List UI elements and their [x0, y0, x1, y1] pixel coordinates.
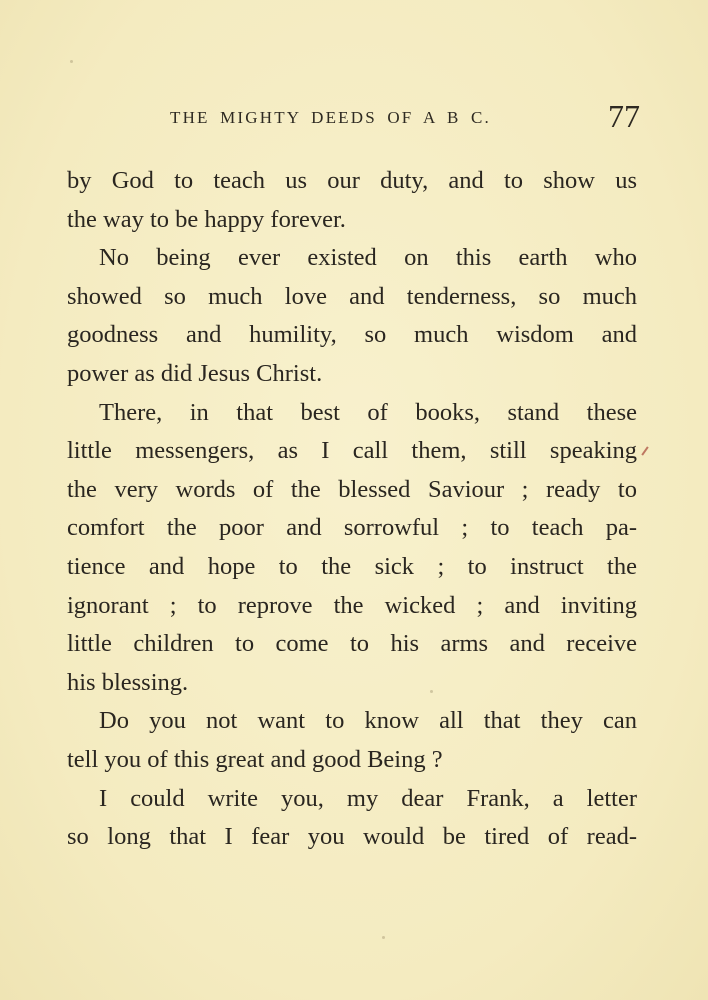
text-line: little children to come to his arms and receive: [67, 630, 637, 658]
text-line: ignorant ; to reprove the wicked ; and inviting: [67, 591, 637, 619]
text-line: There, in that best of books, stand these: [99, 398, 637, 426]
paragraph: [67, 780, 637, 857]
text-line: power as did Jesus Christ.: [67, 359, 323, 387]
text-line: so long that I fear you would be tired of read-: [67, 823, 637, 851]
text-line: the way to be happy forever.: [67, 205, 346, 233]
running-head: [170, 98, 640, 138]
text-line: Do you not want to know all that they can: [99, 707, 637, 735]
paper-speck: [382, 936, 385, 939]
running-title: THE MIGHTY DEEDS OF A B C.: [170, 108, 491, 127]
ink-mark: [641, 446, 648, 455]
paragraph: [67, 394, 637, 703]
paragraph: [67, 162, 637, 239]
text-line: the very words of the blessed Saviour ; ready to: [67, 475, 637, 503]
text-line: goodness and humility, so much wisdom and: [67, 321, 637, 349]
text-line: I could write you, my dear Frank, a letter: [99, 784, 637, 812]
text-line: tience and hope to the sick ; to instruct the: [67, 552, 637, 580]
text-line: tell you of this great and good Being ?: [67, 745, 443, 773]
paper-speck: [70, 60, 73, 63]
paragraph: [67, 702, 637, 779]
text-line: showed so much love and tenderness, so much: [67, 282, 637, 310]
text-line: little messengers, as I call them, still speaking: [67, 437, 637, 465]
text-line: comfort the poor and sorrowful ; to teach pa-: [67, 514, 637, 542]
text-line: his blessing.: [67, 668, 189, 696]
body-text: [67, 162, 637, 857]
paragraph: [67, 239, 637, 393]
page-number: 77: [608, 98, 640, 134]
text-line: No being ever existed on this earth who: [99, 244, 637, 272]
text-line: by God to teach us our duty, and to show us: [67, 167, 637, 194]
